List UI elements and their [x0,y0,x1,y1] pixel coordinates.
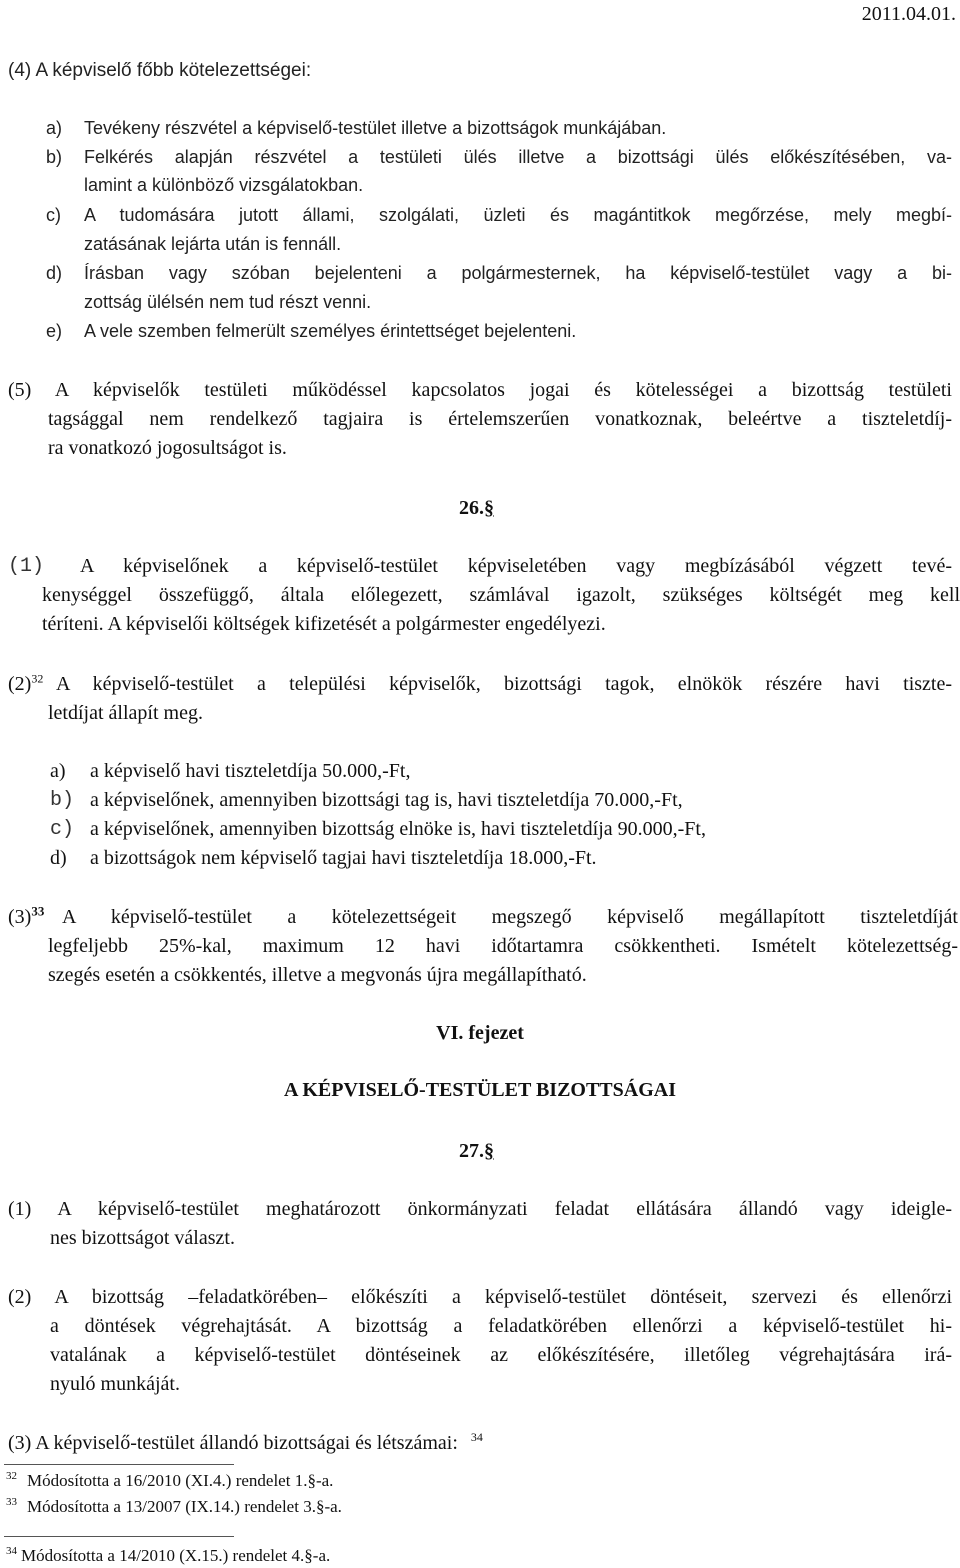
paragraph-line: (2) A bizottság –feladatkörében– előkészíti a képviselő-testület döntéseit, szervezi és ellenőrzi [8,1286,952,1308]
footnote [6,1545,330,1567]
paragraph-line [8,1429,483,1458]
list-item-label: a) [50,760,66,782]
footnote-number: 34 [6,1545,17,1558]
subsection-number: (1) [8,555,45,578]
paragraph-line: letdíjat állapít meg. [48,702,203,724]
paragraph-line: vatalának a képviselő-testület döntéseinek az előkészítésére, illetőleg végrehajtására irá- [50,1344,952,1366]
paragraph-line: legfeljebb 25%-kal, maximum 12 havi időtartamra csökkentheti. Ismételt kötelezettség- [48,935,958,957]
section-5-line: (5) A képviselők testületi működéssel kapcsolatos jogai és kötelességei a bizottság testületi [8,379,952,401]
paragraph-text: (3) A képviselő-testület állandó bizottságai és létszámai: [8,1432,458,1454]
paragraph-line: nyuló munkáját. [50,1373,180,1395]
list-item-text: Írásban vagy szóban bejelenteni a polgármesternek, ha képviselő-testület vagy a bi- [84,263,952,283]
page-date: 2011.04.01. [861,3,956,25]
paragraph-line: A képviselőnek a képviselő-testület képviseletében vagy megbízásából végzett tevé- [80,555,952,577]
paragraph-line: A képviselő-testület a települési képviselők, bizottsági tagok, elnökök részére havi tiszte- [56,673,952,695]
list-item-text: a képviselőnek, amennyiben bizottság elnöke is, havi tiszteletdíja 90.000,-Ft, [90,818,706,840]
section-symbol: § [484,1140,494,1162]
subsection-number [8,903,44,932]
footnote-divider [4,1536,234,1537]
paragraph-line: szegés esetén a csökkentés, illetve a megvonás újra megállapítható. [48,964,587,986]
footnote-text: Módosította a 14/2010 (X.15.) rendelet 4.§-a. [21,1546,331,1565]
footnote-divider [4,1464,234,1465]
footnote-text: Módosította a 16/2010 (XI.4.) rendelet 1.§-a. [27,1471,334,1490]
paragraph-27-heading [459,1137,494,1166]
footnote-text: Módosította a 13/2007 (IX.14.) rendelet 3.§-a. [27,1497,342,1516]
paragraph-26-heading [459,494,494,523]
list-item-label: c) [46,205,61,225]
footnote-number: 32 [6,1470,17,1483]
footnote-number: 33 [6,1496,17,1509]
section-symbol: § [484,497,494,519]
list-item-label: a) [46,118,63,138]
list-item-text: lamint a különböző vizsgálatokban. [84,175,364,195]
list-item-text: zottság ülélsén nem tud részt venni. [84,292,372,312]
list-item-text: a képviselőnek, amennyiben bizottsági tag is, havi tiszteletdíja 70.000,-Ft, [90,789,683,811]
paragraph-line: a döntések végrehajtását. A bizottság a feladatkörében ellenőrzi a képviselő-testület hi- [50,1315,952,1337]
list-item-text: a bizottságok nem képviselő tagjai havi tiszteletdíja 18.000,-Ft. [90,847,597,869]
footnote [6,1496,342,1518]
paragraph-number: 27. [459,1140,484,1162]
subsection-num-text: (2) [8,673,32,695]
list-item-text: a képviselő havi tiszteletdíja 50.000,-Ft, [90,760,411,782]
subsection-num-text: (3) [8,906,32,928]
subsection-number [8,670,43,699]
footnote-ref[interactable]: 33 [31,903,45,919]
list-item-label: e) [46,321,63,341]
footnote-ref[interactable]: 32 [31,671,44,686]
footnote-ref[interactable]: 34 [470,1430,483,1445]
list-item-text: A vele szemben felmerült személyes érintettséget bejelenteni. [84,321,577,341]
list-item-label: b) [46,147,63,167]
footnote [6,1470,333,1492]
list-item-label: b) [50,789,75,812]
section-4-heading: (4) A képviselő főbb kötelezettségei: [8,60,312,81]
section-5-line: ra vonatkozó jogosultságot is. [48,437,287,459]
chapter-title: A KÉPVISELŐ-TESTÜLET BIZOTTSÁGAI [284,1079,676,1101]
list-item-label: d) [46,263,63,283]
list-item-text: Tevékeny részvétel a képviselő-testület illetve a bizottságok munkájában. [84,118,667,138]
list-item-label: c) [50,818,75,841]
section-5-line: tagsággal nem rendelkező tagjaira is értelemszerűen vonatkoznak, beleértve a tiszteletdíj- [48,408,952,430]
paragraph-line: téríteni. A képviselői költségek kifizetését a polgármester engedélyezi. [42,613,606,635]
chapter-number: VI. fejezet [436,1022,524,1044]
paragraph-line: A képviselő-testület a kötelezettségeit megszegő képviselő megállapított tiszteletdíját [62,906,958,928]
paragraph-line: kenységgel összefüggő, általa előlegezett, számlával igazolt, szükséges költségét meg kell [42,584,960,606]
list-item-text: zatásának lejárta után is fennáll. [84,234,342,254]
list-item-label: d) [50,847,67,869]
paragraph-number: 26. [459,497,484,519]
list-item-text: Felkérés alapján részvétel a testületi ülés illetve a bizottsági ülés előkészítésében, va- [84,147,952,167]
paragraph-line: nes bizottságot választ. [50,1227,235,1249]
list-item-text: A tudomására jutott állami, szolgálati, üzleti és magántitkok megőrzése, mely megbí- [84,205,952,225]
paragraph-line: (1) A képviselő-testület meghatározott önkormányzati feladat ellátására állandó vagy ideigle- [8,1198,952,1220]
